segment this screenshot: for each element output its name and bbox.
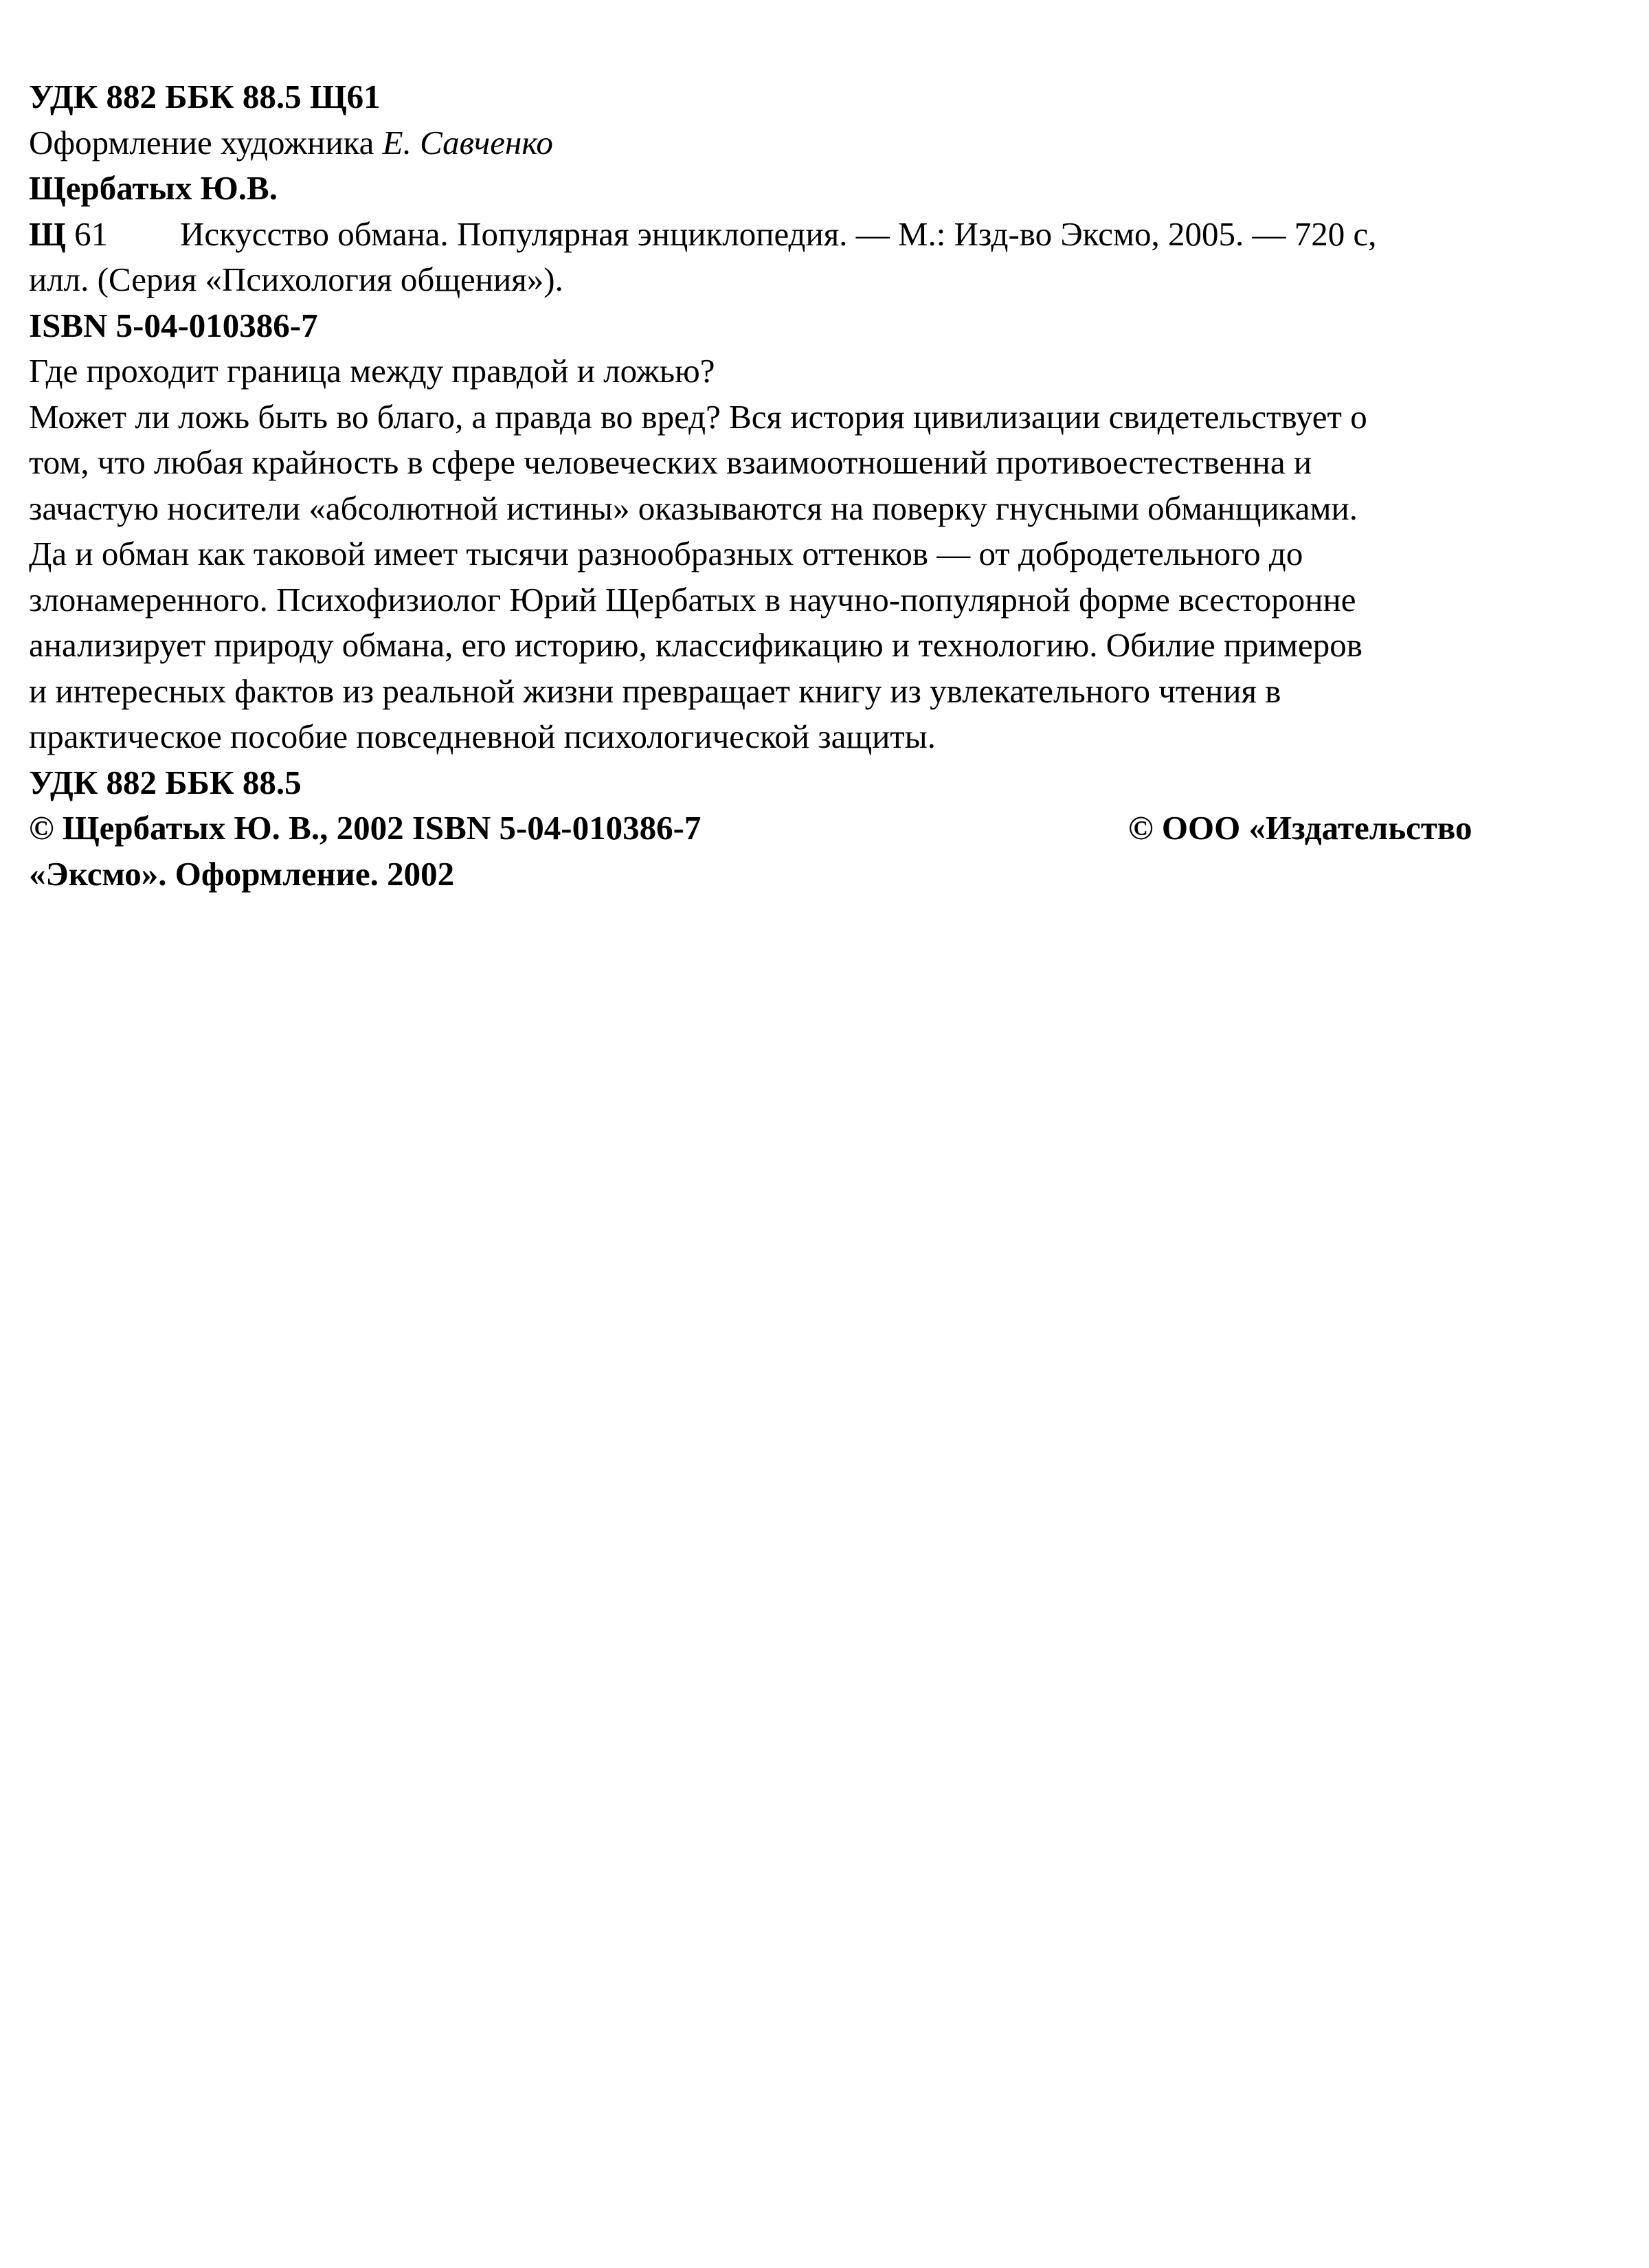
designer-label: Оформление художника bbox=[29, 123, 383, 162]
copyright-publisher: © ООО «Издательство bbox=[1128, 809, 1472, 847]
annotation-line: Может ли ложь быть во благо, а правда во вред? Вся история цивилизации свидетельствует о bbox=[29, 397, 1367, 436]
copyright-publisher-continued: «Эксмо». Оформление. 2002 bbox=[29, 854, 455, 893]
annotation-line: зачастую носители «абсолютной истины» оказываются на поверку гнусными обманщиками. bbox=[29, 489, 1358, 527]
designer-name: Е. Савченко bbox=[382, 123, 553, 162]
copyright-page bbox=[29, 74, 1609, 897]
catalog-title-line bbox=[29, 212, 1609, 258]
catalog-title: Искусство обмана. Популярная энциклопедия. — М.: Изд-во Эксмо, 2005. — 720 с, bbox=[180, 214, 1377, 253]
annotation-line: практическое пособие повседневной психологической защиты. bbox=[29, 718, 936, 755]
annotation-line: том, что любая крайность в сфере человеческих взаимоотношений противоестественна и bbox=[29, 443, 1312, 481]
author-name: Щербатых Ю.В. bbox=[29, 169, 278, 207]
catalog-series: илл. (Серия «Психология общения»). bbox=[29, 260, 563, 298]
copyright-row bbox=[29, 805, 1609, 852]
designer-credit bbox=[29, 120, 1609, 166]
annotation-line: анализирует природу обмана, его историю, классификацию и технологию. Обилие примеров bbox=[29, 626, 1362, 664]
udk-bbk-header: УДК 882 ББК 88.5 Щ61 bbox=[29, 78, 381, 115]
catalog-code bbox=[29, 212, 180, 258]
catalog-code-number: 61 bbox=[65, 214, 109, 253]
annotation-question: Где проходит граница между правдой и ложью? bbox=[29, 352, 715, 390]
isbn: ISBN 5-04-010386-7 bbox=[29, 306, 318, 344]
annotation-line: злонамеренного. Психофизиолог Юрий Щербатых в научно-популярной форме всесторонне bbox=[29, 580, 1356, 619]
copyright-author: © Щербатых Ю. В., 2002 ISBN 5-04-010386-7 bbox=[29, 809, 702, 847]
annotation-line: и интересных фактов из реальной жизни превращает книгу из увлекательного чтения в bbox=[29, 671, 1281, 710]
udk-bbk-footer: УДК 882 ББК 88.5 bbox=[29, 763, 302, 801]
annotation-body bbox=[29, 394, 1609, 760]
catalog-code-letter: Щ bbox=[29, 214, 66, 253]
annotation-line: Да и обман как таковой имеет тысячи разнообразных оттенков — от добродетельного до bbox=[29, 535, 1303, 572]
